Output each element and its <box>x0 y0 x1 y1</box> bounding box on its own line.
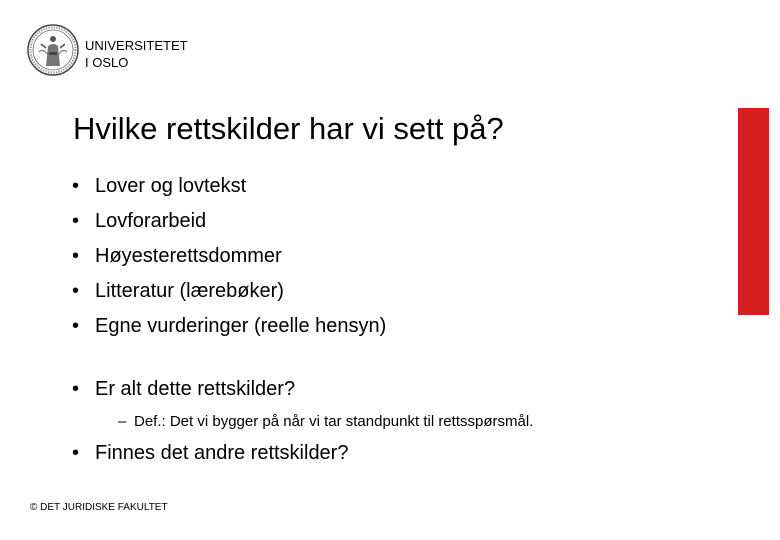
list-item-text: Høyesterettsdommer <box>95 245 282 267</box>
bullet: • <box>72 315 80 337</box>
university-seal-icon <box>27 22 79 78</box>
bullet: • <box>72 245 80 267</box>
bullet: • <box>72 210 80 232</box>
list-item-text: Egne vurderinger (reelle hensyn) <box>95 315 387 337</box>
question-2-text: Finnes det andre rettskilder? <box>95 442 349 464</box>
bullet: • <box>72 378 80 400</box>
accent-bar <box>738 108 769 315</box>
question-1 <box>72 377 296 401</box>
university-name-line2: I OSLO <box>85 55 129 70</box>
university-name <box>85 37 188 71</box>
question-2 <box>72 441 349 465</box>
list-item-text: Lovforarbeid <box>95 210 207 232</box>
list-item-text: Litteratur (lærebøker) <box>95 280 284 302</box>
university-name-line1: UNIVERSITETET <box>85 38 188 53</box>
bullet: • <box>72 175 80 197</box>
slide-title: Hvilke rettskilder har vi sett på? <box>73 111 504 146</box>
list-item-text: Lover og lovtekst <box>95 175 247 197</box>
bullet: • <box>72 280 80 302</box>
question-1-text: Er alt dette rettskilder? <box>95 378 296 400</box>
footer: © DET JURIDISKE FAKULTET <box>30 502 168 513</box>
bullet: • <box>72 442 80 464</box>
sub-point-text: Def.: Det vi bygger på når vi tar standpunkt til rettsspørsmål. <box>134 413 534 430</box>
dash: – <box>118 413 127 430</box>
